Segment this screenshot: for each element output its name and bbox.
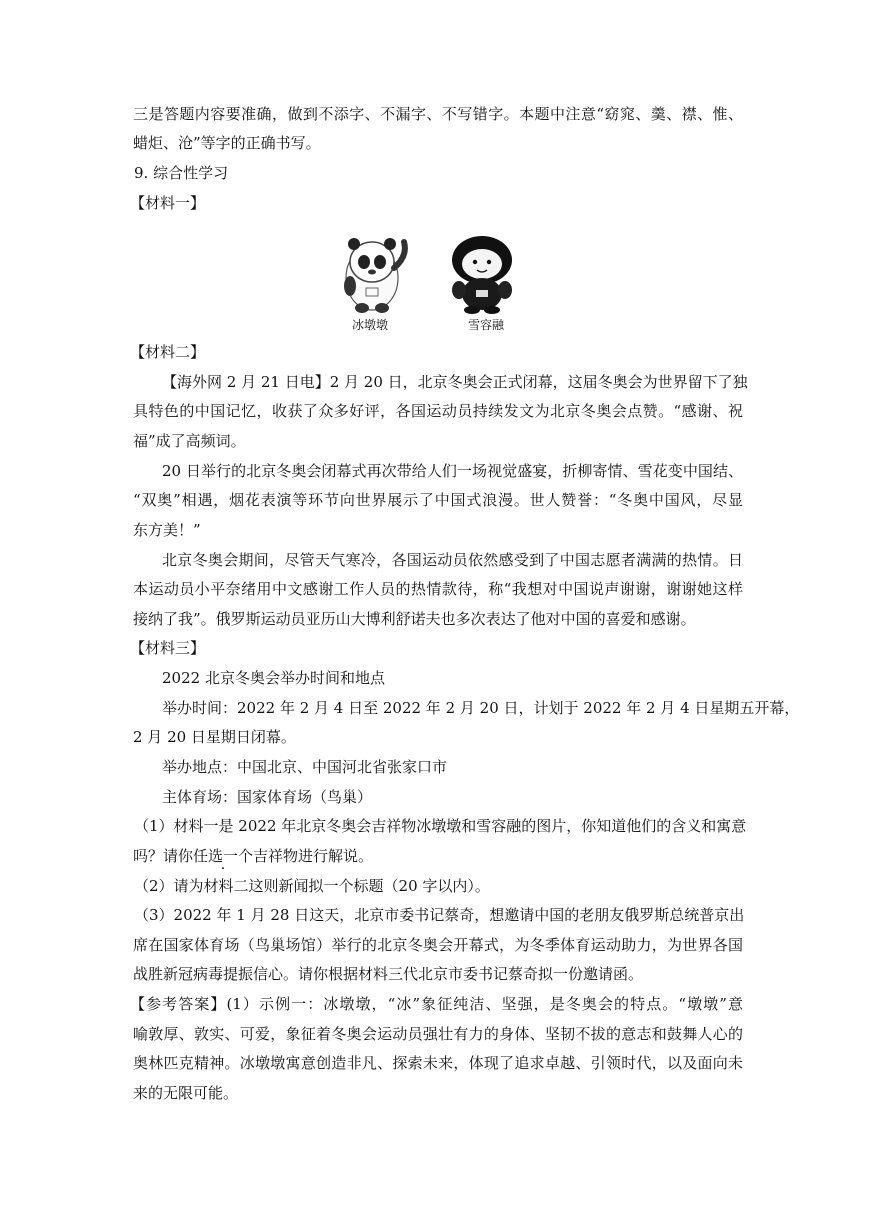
text-line: 东方美！” [133, 521, 201, 539]
text-line: 蜡炬、沧”等字的正确书写。 [133, 134, 321, 152]
mascot-drawing [332, 228, 532, 314]
text-line: 2022 北京冬奥会举办时间和地点 [162, 669, 385, 687]
text-line: 举办时间：2022 年 2 月 4 日至 2022 年 2 月 20 日，计划于 2022 年 2 月 4 日星期五开幕， [162, 699, 800, 717]
shuey-rhon-rhon-figure [452, 236, 512, 314]
text-line: 本运动员小平奈绪用中文感谢工作人员的热情款待，称“我想对中国说声谢谢，谢谢她这样 [133, 580, 743, 598]
mascot-label-left: 冰墩墩 [352, 318, 389, 332]
answer-text: 【参考答案】(1）示例一：冰墩墩，“冰”象征纯洁、坚强，是冬奥会的特点。“墩墩”意 [130, 995, 743, 1013]
question-text [133, 846, 743, 866]
question-text: （3）2022 年 1 月 28 日这天，北京市委书记蔡奇，想邀请中国的老朋友俄罗斯总统普京出 [134, 906, 745, 924]
material-label: 【材料二】 [130, 343, 206, 361]
text-line: 主体育场：国家体育场（鸟巢） [162, 788, 373, 806]
question-text: （1）材料一是 2022 年北京冬奥会吉祥物冰墩墩和雪容融的图片，你知道他们的含义和寓意 [134, 817, 747, 835]
text-line: 20 日举行的北京冬奥会闭幕式再次带给人们一场视觉盛宴，折柳寄情、雪花变中国结、 [162, 462, 743, 480]
text-line: 三是答题内容要准确，做到不添字、不漏字、不写错字。本题中注意“窈窕、羹、襟、惟、 [133, 105, 743, 123]
question-text: 席在国家体育场（鸟巢场馆）举行的北京冬奥会开幕式，为冬季体育运动助力，为世界各国 [133, 936, 743, 954]
question-text-part: 吗？请你 [133, 847, 194, 865]
emphasis-text: 任选一个 [193, 847, 254, 865]
text-line: 【海外网 2 月 21 日电】2 月 20 日，北京冬奥会正式闭幕，这届冬奥会为世界留下了独 [162, 373, 748, 391]
bing-dwen-dwen-figure [344, 238, 405, 313]
question-text: 战胜新冠病毒提振信心。请你根据材料三代北京市委书记蔡奇拟一份邀请函。 [133, 965, 644, 983]
text-line: 具特色的中国记忆，收获了众多好评，各国运动员持续发文为北京冬奥会点赞。“感谢、祝 [133, 402, 743, 420]
answer-text: 来的无限可能。 [133, 1084, 239, 1102]
material-label: 【材料一】 [130, 194, 206, 212]
mascot-label-right: 雪容融 [468, 318, 505, 332]
answer-text: 喻敦厚、敦实、可爱，象征着冬奥会运动员强壮有力的身体、坚韧不拔的意志和鼓舞人心的 [133, 1025, 743, 1043]
question-text: （2）请为材料二这则新闻拟一个标题（20 字以内）。 [134, 877, 490, 895]
text-line: 福”成了高频词。 [133, 432, 246, 450]
text-line: “双奥”相遇，烟花表演等环节向世界展示了中国式浪漫。世人赞誉：“冬奥中国风，尽显 [133, 491, 743, 509]
text-line: 举办地点：中国北京、中国河北省张家口市 [162, 758, 448, 776]
text-line: 北京冬奥会期间，尽管天气寒冷，各国运动员依然感受到了中国志愿者满满的热情。日 [162, 551, 743, 569]
question-text-part: 吉祥物进行解说。 [253, 847, 374, 865]
mascot-image [332, 228, 532, 334]
material-label: 【材料三】 [130, 639, 206, 657]
question-heading: 9. 综合性学习 [134, 164, 229, 182]
text-line: 接纳了我”。俄罗斯运动员亚历山大博利舒诺夫也多次表达了他对中国的喜爱和感谢。 [133, 610, 696, 628]
text-line: 2 月 20 日星期日闭幕。 [133, 728, 296, 746]
answer-text: 奥林匹克精神。冰墩墩寓意创造非凡、探索未来，体现了追求卓越、引领时代，以及面向未 [133, 1054, 743, 1072]
